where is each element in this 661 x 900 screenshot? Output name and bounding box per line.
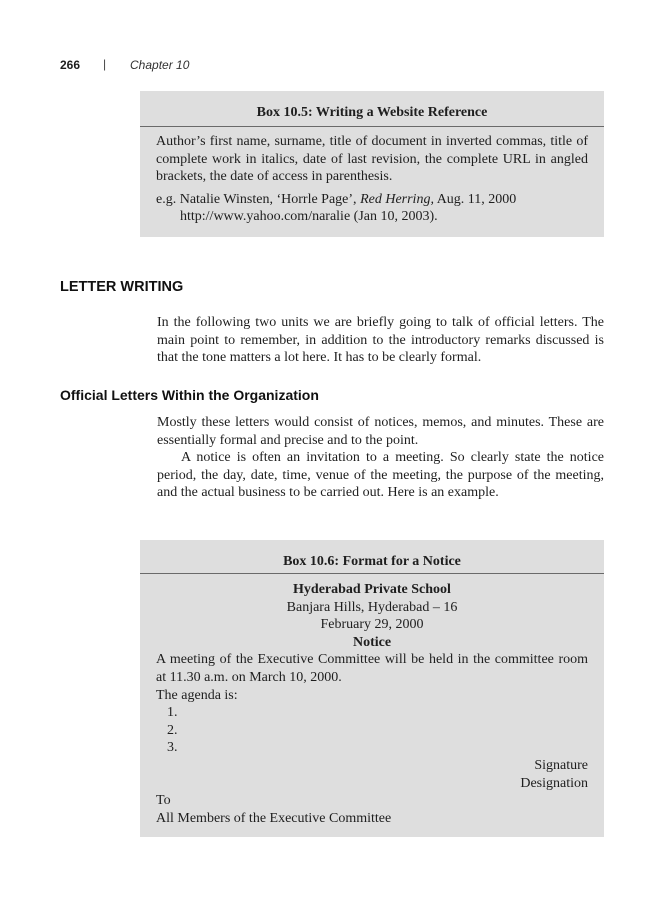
paragraph-official-letters (157, 414, 604, 502)
paragraph-letter-writing: In the following two units we are briefly going to talk of official letters. The main point to remember, in addition to the introductory remarks discussed is that the tone matters a lot here. It has to be clearly formal. (157, 315, 604, 366)
notice-label: Notice (352, 634, 392, 650)
notice-date: February 29, 2000 (320, 617, 424, 633)
agenda-item: 1. (167, 705, 178, 721)
designation-label: Designation (520, 775, 588, 791)
paragraph-1: Mostly these letters would consist of notices, memos, and minutes. These are essentially formal and precise and to the point. (157, 415, 604, 448)
agenda-item: 2. (167, 722, 178, 738)
box-body (140, 574, 604, 835)
header-separator: | (103, 57, 107, 71)
paragraph-2: A notice is often an invitation to a meeting. So clearly state the notice period, the day, date, time, venue of the meeting, the purpose of the meeting, and the actual business to be carried out. Here is an example. (157, 450, 604, 501)
recipients: All Members of the Executive Committee (156, 810, 392, 826)
example-url-line: http://www.yahoo.com/naralie (Jan 10, 2003). (180, 209, 438, 225)
agenda-intro: The agenda is: (156, 687, 238, 703)
example-suffix: Aug. 11, 2000 (436, 191, 517, 207)
box-title: Box 10.6: Format for a Notice (140, 540, 604, 574)
box-description: Author’s first name, surname, title of document in inverted commas, title of complete work in italics, date of last revision, the complete URL in angled brackets, the date of access in parenthesis. (156, 134, 588, 185)
section-heading-letter-writing: LETTER WRITING (60, 279, 184, 295)
to-label: To (156, 793, 171, 809)
example-prefix: e.g. Natalie Winsten, ‘Horrle Page’, (156, 191, 357, 207)
school-address: Banjara Hills, Hyderabad – 16 (286, 599, 458, 615)
example-italic-title: Red Herring, (360, 191, 434, 207)
agenda-item: 3. (167, 740, 178, 756)
box-example (156, 191, 588, 209)
box-title: Box 10.5: Writing a Website Reference (140, 91, 604, 127)
box-body (140, 127, 604, 234)
signature-label: Signature (534, 757, 588, 773)
chapter-title: Chapter 10 (130, 58, 190, 72)
school-name: Hyderabad Private School (293, 582, 451, 597)
notice-body: A meeting of the Executive Committee will be held in the committee room at 11.30 a.m. on March 10, 2000. (156, 652, 588, 685)
box-website-reference (140, 91, 604, 237)
box-notice-format (140, 540, 604, 837)
subsection-heading-official-letters: Official Letters Within the Organization (60, 387, 319, 403)
page-number: 266 (60, 58, 81, 72)
